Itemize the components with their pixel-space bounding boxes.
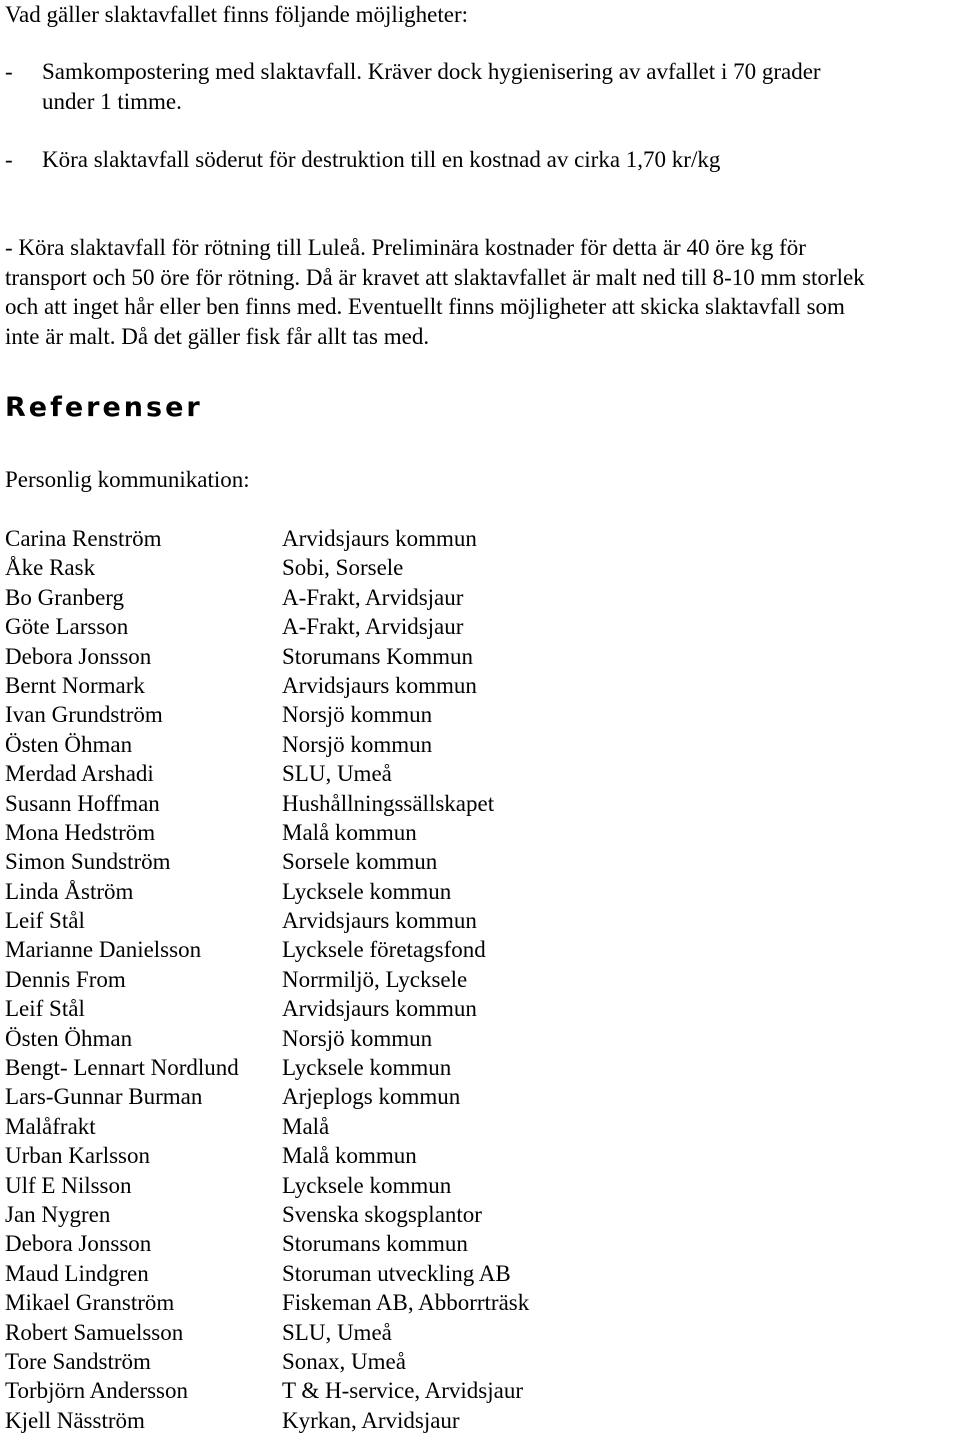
contact-name: Östen Öhman	[5, 731, 133, 757]
contact-name: Carina Renström	[5, 526, 162, 551]
contact-name: Ulf E Nilsson	[5, 1172, 132, 1198]
contact-organization: Svenska skogsplantor	[282, 1201, 482, 1227]
option-samkompostering	[5, 57, 940, 116]
contact-organization: Arvidsjaurs kommun	[282, 672, 477, 698]
contact-organization: Malå kommun	[282, 1143, 417, 1169]
contact-name: Debora Jonsson	[5, 643, 152, 669]
contact-name: Östen Öhman	[5, 1025, 133, 1051]
contact-name: Merdad Arshadi	[5, 761, 154, 787]
contact-name: Debora Jonsson	[5, 1231, 152, 1257]
contact-organization: SLU, Umeå	[282, 1319, 392, 1345]
contact-name: Leif Stål	[5, 996, 85, 1022]
contact-organization: SLU, Umeå	[282, 761, 392, 787]
contact-name: Mona Hedström	[5, 819, 156, 845]
contact-name: Susann Hoffman	[5, 790, 160, 816]
option-dash: -	[5, 147, 13, 172]
option-dash: -	[5, 59, 13, 84]
contact-name: Bengt- Lennart Nordlund	[5, 1055, 239, 1081]
contact-name: Linda Åström	[5, 878, 134, 904]
contact-organization: Malå kommun	[282, 819, 417, 845]
contact-name: Åke Rask	[5, 555, 96, 581]
contact-name: Jan Nygren	[5, 1201, 111, 1227]
contact-organization: A-Frakt, Arvidsjaur	[282, 584, 464, 610]
contact-organization: Lycksele kommun	[282, 1055, 452, 1081]
contact-organization: Storuman utveckling AB	[282, 1260, 511, 1286]
contact-name: Ivan Grundström	[5, 702, 163, 728]
contact-name: Malåfrakt	[5, 1113, 96, 1139]
contact-name: Bernt Normark	[5, 672, 145, 698]
contact-organization: Hushållningssällskapet	[282, 790, 495, 816]
contact-organization: Lycksele kommun	[282, 1172, 452, 1198]
contact-organization: Norrmiljö, Lycksele	[282, 966, 468, 992]
contact-organization: Kyrkan, Arvidsjaur	[282, 1407, 460, 1433]
contact-name: Maud Lindgren	[5, 1260, 149, 1286]
contact-name: Urban Karlsson	[5, 1143, 150, 1169]
contact-name: Torbjörn Andersson	[5, 1378, 189, 1404]
contact-organization: Arvidsjaurs kommun	[282, 908, 477, 934]
option-text: Köra slaktavfall söderut för destruktion till en kostnad av cirka 1,70 kr/kg	[42, 147, 721, 172]
contact-name: Robert Samuelsson	[5, 1319, 184, 1345]
contact-organization: Norsjö kommun	[282, 702, 433, 728]
contact-name: Lars-Gunnar Burman	[5, 1084, 203, 1110]
contact-organization: Arvidsjaurs kommun	[282, 996, 477, 1022]
contact-organization: T & H-service, Arvidsjaur	[282, 1378, 524, 1404]
contact-organization: Sorsele kommun	[282, 849, 438, 875]
lulea-paragraph	[5, 233, 940, 351]
contact-name: Leif Stål	[5, 908, 85, 934]
contact-name: Simon Sundström	[5, 849, 171, 875]
contact-organization: Sobi, Sorsele	[282, 555, 404, 581]
contact-organization: Arjeplogs kommun	[282, 1084, 461, 1110]
contact-organization: Lycksele företagsfond	[282, 937, 486, 963]
paragraph-line: och att inget hår eller ben finns med. Eventuellt finns möjligheter att skicka slaktavfall som	[5, 294, 845, 319]
contact-organization: Sonax, Umeå	[282, 1348, 406, 1374]
contact-name: Tore Sandström	[5, 1348, 151, 1374]
contact-organization: Fiskeman AB, Abborrträsk	[282, 1290, 530, 1316]
paragraph-line: transport och 50 öre för rötning. Då är kravet att slaktavfallet är malt ned till 8-10 mm storlek	[5, 264, 865, 290]
contact-name: Göte Larsson	[5, 614, 129, 640]
option-text-line1: Samkompostering med slaktavfall. Kräver dock hygienisering av avfallet i 70 grader	[42, 59, 821, 84]
paragraph-line: - Köra slaktavfall för rötning till Luleå. Preliminära kostnader för detta är 40 öre kg för	[5, 235, 806, 260]
contact-organization: Storumans Kommun	[282, 643, 474, 669]
intro-line: Vad gäller slaktavfallet finns följande möjligheter:	[5, 2, 469, 27]
paragraph-line: inte är malt. Då det gäller fisk får allt tas med.	[5, 323, 430, 349]
contact-organization: Lycksele kommun	[282, 878, 452, 904]
contact-name: Mikael Granström	[5, 1290, 175, 1316]
contact-organization: Storumans kommun	[282, 1231, 468, 1257]
contact-organization: Norsjö kommun	[282, 731, 433, 757]
option-text-line2: under 1 timme.	[42, 88, 182, 114]
contact-name: Kjell Näsström	[5, 1407, 145, 1433]
contact-name: Dennis From	[5, 966, 126, 992]
references-heading: Referenser	[5, 392, 203, 423]
contact-name: Bo Granberg	[5, 584, 125, 610]
contact-organization: Arvidsjaurs kommun	[282, 526, 477, 551]
contact-name: Marianne Danielsson	[5, 937, 202, 963]
contact-organization: Norsjö kommun	[282, 1025, 433, 1051]
references-subheading: Personlig kommunikation:	[5, 467, 250, 492]
option-destruktion	[5, 145, 940, 175]
contact-organization: A-Frakt, Arvidsjaur	[282, 614, 464, 640]
contact-organization: Malå	[282, 1113, 330, 1139]
